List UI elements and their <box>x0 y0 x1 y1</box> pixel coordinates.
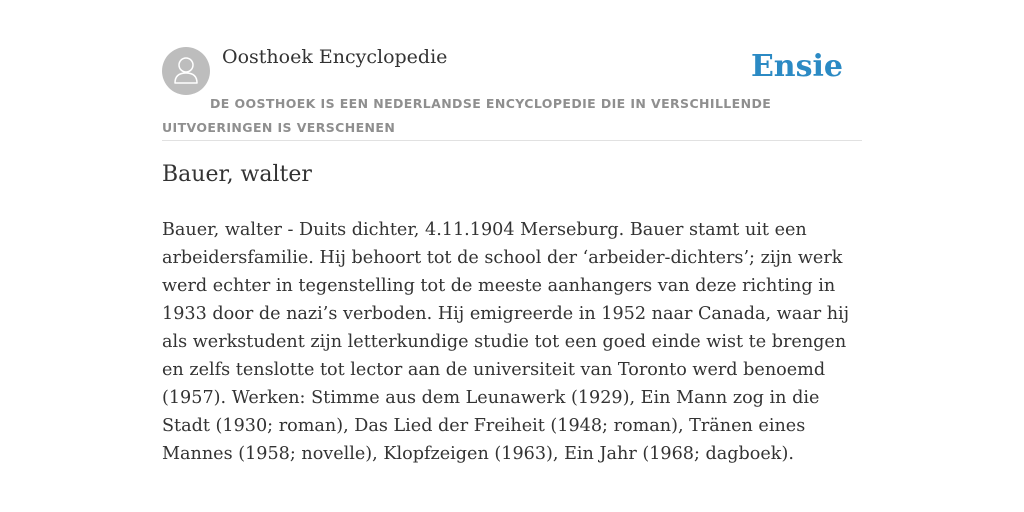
article-body: Bauer, walter - Duits dichter, 4.11.1904 Merseburg. Bauer stamt uit een arbeidersfamilie. Hij behoort tot de school der ‘arbeider-dichters’; zijn werk werd echter in tegenstelling tot de meeste aanhangers van deze richting in 1933 door de nazi’s verboden. Hij emigreerde in 1952 naar Canada, waar hij als werkstudent zijn letterkundige studie tot een goed einde wist te brengen en zelfs tenslotte tot lector aan de universiteit van Toronto werd benoemd (1957). Werken: Stimme aus dem Leunawerk (1929), Ein Mann zog in die Stadt (1930; roman), Das Lied der Freiheit (1948; roman), Tränen eines Mannes (1958; novelle), Klopfzeigen (1963), Ein Jahr (1968; dagboek). <box>162 220 850 464</box>
brand-logo[interactable]: Ensie <box>750 49 843 84</box>
source-name-link[interactable]: Oosthoek Encyclopedie <box>222 46 448 68</box>
article-title: Bauer, walter <box>162 162 312 187</box>
source-tagline: DE OOSTHOEK IS EEN NEDERLANDSE ENCYCLOPEDIE DIE IN VERSCHILLENDE UITVOERINGEN IS VERSCHENEN <box>162 96 772 135</box>
source-header <box>162 44 862 141</box>
user-avatar-icon[interactable] <box>162 47 210 95</box>
